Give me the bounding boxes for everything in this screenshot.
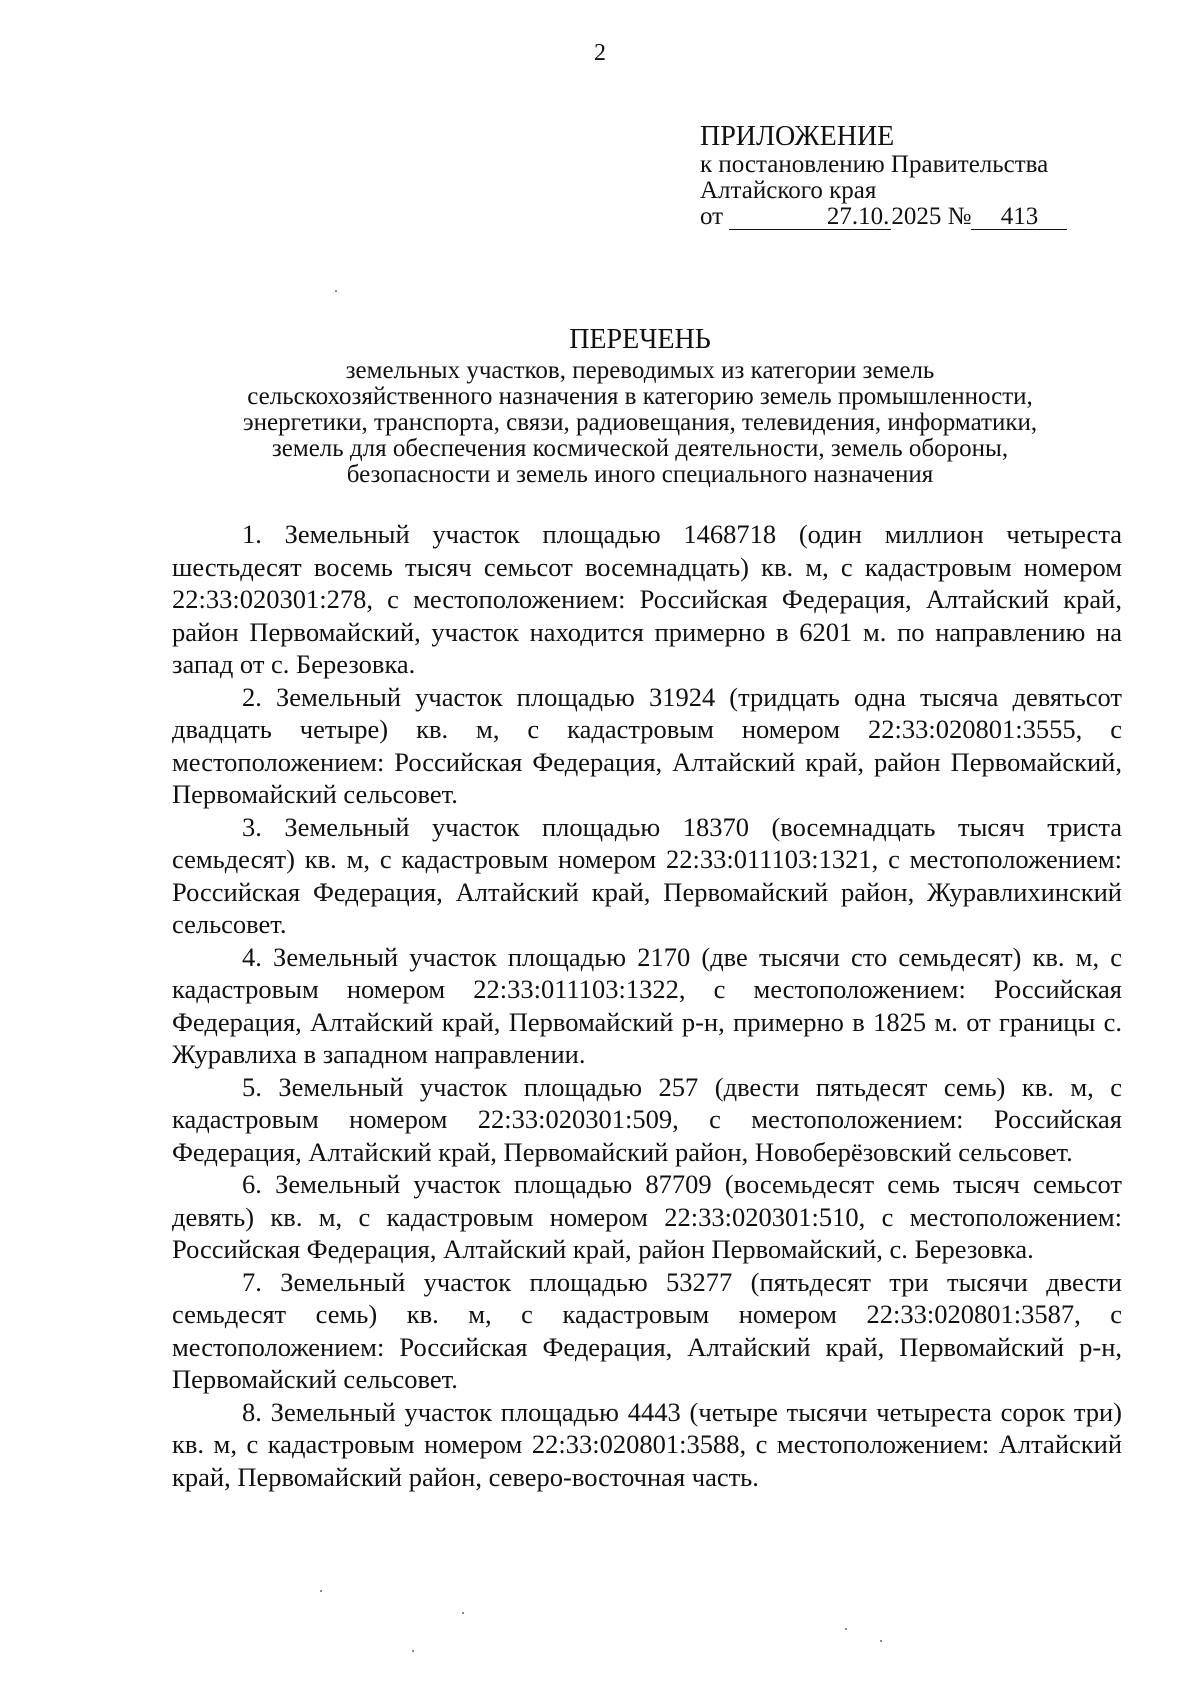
scan-speck xyxy=(412,1650,414,1652)
heading-line: безопасности и земель иного специального назначения xyxy=(346,461,934,488)
land-plot-list xyxy=(172,518,1122,1493)
heading-line: сельскохозяйственного назначения в категорию земель промышленности, xyxy=(247,383,1033,410)
scan-speck xyxy=(335,290,337,292)
appendix-date-line xyxy=(700,204,1140,230)
appendix-title: ПРИЛОЖЕНИЕ xyxy=(700,121,895,152)
list-item: 3. Земельный участок площадью 18370 (восемнадцать тысяч триста семьдесят) кв. м, с кадастровым номером 22:33:011103:1321, с местоположением: Российская Федерация, Алтайский край, Первомайский район, Журавлихинский сельсовет. xyxy=(172,811,1122,939)
date-prefix: от xyxy=(700,203,724,230)
list-item: 4. Земельный участок площадью 2170 (две тысячи сто семьдесят) кв. м, с кадастровым номером 22:33:011103:1322, с местоположением: Российская Федерация, Алтайский край, Первомайский р-н, примерно в 1825 м. от границы с. Журавлиха в западном направлении. xyxy=(172,941,1122,1069)
decree-date: 27.10. xyxy=(729,205,891,230)
document-heading xyxy=(160,324,1120,488)
scan-speck xyxy=(845,1628,847,1630)
list-item: 7. Земельный участок площадью 53277 (пятьдесят три тысячи двести семьдесят семь) кв. м, с кадастровым номером 22:33:020801:3587, с местоположением: Российская Федерация, Алтайский край, Первомайский р-н, Первомайский сельсовет. xyxy=(172,1266,1122,1394)
decree-number: 413 xyxy=(971,205,1067,230)
list-item: 2. Земельный участок площадью 31924 (тридцать одна тысяча девятьсот двадцать четыре) кв. м, с кадастровым номером 22:33:020801:3555, с местоположением: Российская Федерация, Алтайский край, район Первомайский, Первомайский сельсовет. xyxy=(172,681,1122,809)
page-number: 2 xyxy=(594,40,606,66)
scan-speck xyxy=(462,1612,464,1614)
heading-title: ПЕРЕЧЕНЬ xyxy=(569,324,711,355)
heading-line: энергетики, транспорта, связи, радиовещания, телевидения, информатики, xyxy=(242,409,1038,436)
scan-speck xyxy=(320,1590,322,1592)
appendix-line-decree: к постановлению Правительства xyxy=(700,151,1049,178)
heading-line: земельных участков, переводимых из категории земель xyxy=(345,357,935,384)
appendix-block xyxy=(700,122,1140,230)
list-item: 6. Земельный участок площадью 87709 (восемьдесят семь тысяч семьсот девять) кв. м, с кадастровым номером 22:33:020301:510, с местоположением: Российская Федерация, Алтайский край, район Первомайский, с. Березовка. xyxy=(172,1169,1122,1264)
heading-line: земель для обеспечения космической деятельности, земель обороны, xyxy=(271,435,1009,462)
appendix-line-region: Алтайского края xyxy=(700,177,877,204)
number-sign: № xyxy=(947,203,972,230)
list-item: 5. Земельный участок площадью 257 (двести пятьдесят семь) кв. м, с кадастровым номером 22:33:020301:509, с местоположением: Российская Федерация, Алтайский край, Первомайский район, Новоберёзовский сельсовет. xyxy=(172,1071,1122,1167)
decree-year: 2025 xyxy=(891,203,942,230)
scan-speck xyxy=(880,1640,882,1642)
list-item: 1. Земельный участок площадью 1468718 (один миллион четыреста шестьдесят восемь тысяч семьсот восемнадцать) кв. м, с кадастровым номером 22:33:020301:278, с местоположением: Российская Федерация, Алтайский край, район Первомайский, участок находится примерно в 6201 м. по направлению на запад от с. Березовка. xyxy=(172,519,1122,679)
list-item: 8. Земельный участок площадью 4443 (четыре тысячи четыреста сорок три) кв. м, с кадастровым номером 22:33:020801:3588, с местоположением: Алтайский край, Первомайский район, северо-восточная часть. xyxy=(172,1396,1122,1492)
